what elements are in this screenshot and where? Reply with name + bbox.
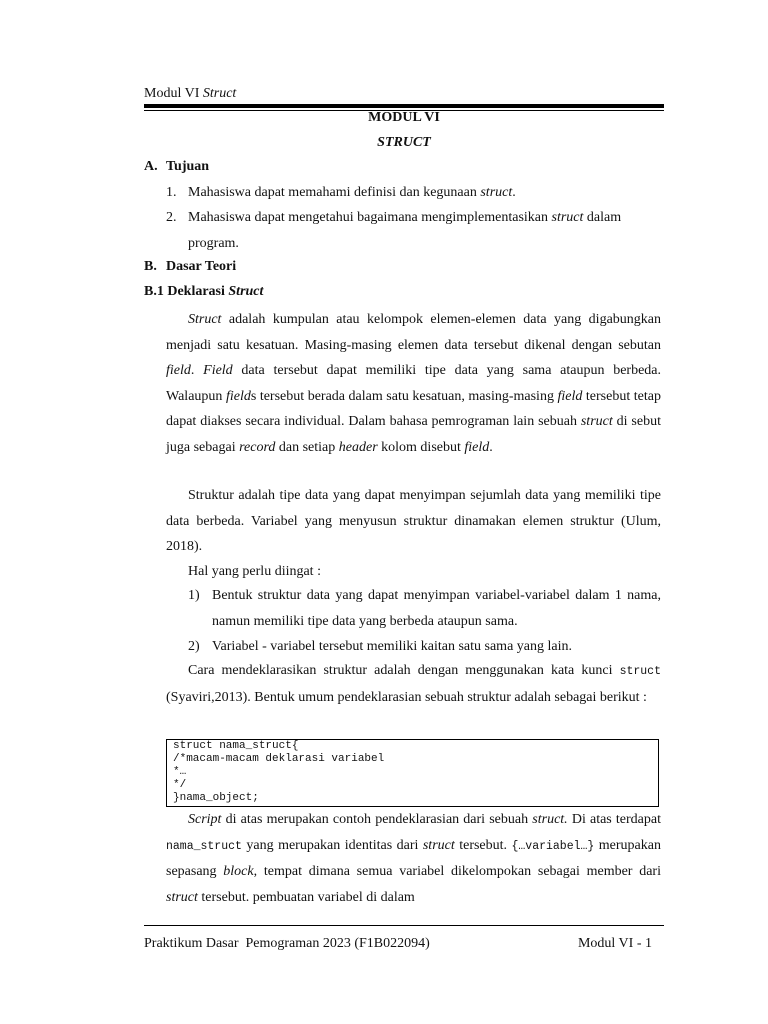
code-line: /*macam-macam deklarasi variabel	[173, 753, 385, 765]
code-line: *…	[173, 766, 187, 778]
list-item-number: 2.	[166, 210, 177, 225]
running-header	[144, 86, 236, 102]
text-run-italic: field	[557, 388, 583, 404]
code-line: struct nama_struct{	[173, 740, 299, 752]
section-b-label: B.	[144, 259, 157, 274]
subsection-b1-heading	[144, 284, 263, 300]
text-run: s tersebut berada dalam satu kesatuan, masing-masing	[250, 388, 558, 404]
list-item-text	[188, 180, 661, 206]
section-a-label: A.	[144, 159, 158, 174]
inline-code: {…variabel…}	[511, 839, 595, 853]
header-module: Modul VI	[144, 86, 200, 101]
text-run: dalam	[583, 210, 622, 225]
page-subtitle: STRUCT	[377, 135, 431, 150]
header-module-italic: Struct	[202, 86, 237, 101]
text-run: yang merupakan identitas dari	[241, 837, 423, 853]
list-item	[188, 583, 661, 634]
text-run-italic: field	[464, 439, 490, 455]
inline-code: struct	[619, 665, 661, 678]
text-run-italic: struct	[422, 837, 455, 853]
text-run-italic: Struct	[188, 312, 222, 327]
text-run-italic: struct	[166, 889, 198, 905]
page-title: MODUL VI	[368, 110, 440, 125]
text-run-italic: field	[166, 363, 191, 379]
numbered-list	[188, 583, 661, 660]
text-run: .	[512, 185, 516, 200]
text-run: tersebut tetap dapat diakses secara individual. Dalam bahasa pemrograman lain sebuah	[166, 388, 661, 430]
text-run: Mahasiswa dapat mengetahui bagaimana mengimplementasikan	[188, 210, 552, 225]
text-run-italic: struct.	[532, 812, 568, 827]
text-run-italic: Script	[188, 812, 222, 827]
text-run: Mahasiswa dapat memahami definisi dan kegunaan	[188, 185, 481, 200]
section-a-title: Tujuan	[166, 159, 210, 174]
inline-code: nama_struct	[166, 839, 242, 853]
text-run: di atas merupakan contoh pendeklarasian dari sebuah	[221, 812, 533, 827]
footer-page-number: Modul VI - 1	[577, 936, 652, 951]
text-run: Hal yang perlu diingat :	[188, 564, 321, 579]
text-run: adalah kumpulan atau kelompok elemen-elemen data yang digabungkan menjadi satu kesatuan. Masing-masing elemen data tersebut dikenal dengan sebutan	[166, 312, 661, 353]
text-run: tersebut. pembuatan variabel di dalam	[197, 889, 415, 905]
text-run: , tempat dimana semua variabel dikelompokan sebagai member dari	[253, 864, 661, 880]
list-item-text: Variabel - variabel tersebut memiliki kaitan satu sama yang lain.	[212, 639, 572, 654]
paragraph-cara-deklarasi	[166, 658, 661, 710]
paragraph-struktur	[166, 483, 661, 560]
footer-rule	[144, 925, 664, 926]
subsection-b1-label: B.1 Deklarasi	[144, 284, 229, 299]
text-run: kolom disebut	[377, 439, 465, 455]
subsection-b1-italic: Struct	[228, 284, 264, 299]
text-run-italic: record	[239, 439, 276, 455]
section-a-heading	[144, 159, 209, 175]
list-item	[166, 180, 661, 206]
text-run: Cara mendeklarasikan struktur adalah dengan menggunakan kata kunci	[188, 663, 620, 678]
text-run: .	[489, 439, 493, 455]
text-run-italic: struct	[580, 414, 613, 430]
footer-course: Praktikum Dasar Pemograman 2023 (F1B022094)	[144, 936, 430, 951]
list-item-number: 2)	[188, 639, 200, 654]
list-item-text-continued: program.	[188, 235, 239, 251]
text-run: data tersebut dapat memiliki tipe data yang sama ataupun berbeda. Walaupun	[166, 363, 662, 404]
text-run: Struktur adalah tipe data yang dapat menyimpan sejumlah data yang memiliki tipe data berbeda. Variabel yang menyusun struktur dinamakan elemen struktur (Ulum, 2018).	[166, 488, 661, 555]
text-run: dan setiap	[275, 439, 339, 455]
text-run-italic: field	[225, 388, 251, 404]
list-item-number: 1)	[188, 588, 200, 603]
list-item	[188, 634, 661, 660]
section-b-title: Dasar Teori	[166, 259, 237, 274]
text-run: .	[190, 363, 204, 379]
text-run-italic: header	[338, 439, 378, 455]
list-item-text	[188, 205, 661, 231]
text-run-italic: struct	[551, 210, 584, 225]
text-run: di sebut juga sebagai	[166, 414, 661, 455]
text-run-italic: block	[223, 864, 254, 880]
header-rule-thick	[144, 104, 664, 108]
text-run: tersebut.	[454, 837, 512, 853]
list-item	[166, 205, 661, 256]
code-block	[166, 739, 659, 807]
text-run: Di atas terdapat	[567, 812, 661, 827]
list-item-number: 1.	[166, 185, 177, 200]
paragraph-struct-definition	[166, 307, 661, 461]
code-line: }nama_object;	[173, 792, 259, 804]
text-run: (Syaviri,2013). Bentuk umum pendeklarasian sebuah struktur adalah sebagai berikut :	[166, 689, 647, 705]
text-run-italic: Field	[203, 363, 233, 379]
paragraph-hal-perlu-diingat	[166, 559, 661, 585]
text-run-italic: struct	[480, 185, 513, 200]
section-b-heading	[144, 259, 236, 275]
code-line: */	[173, 779, 187, 791]
text-run: merupakan sepasang	[166, 837, 661, 880]
list-item-text: Bentuk struktur data yang dapat menyimpan variabel-variabel dalam 1 nama, namun memiliki tipe data yang berbeda ataupun sama.	[212, 588, 661, 629]
paragraph-script-penjelasan	[166, 807, 661, 910]
